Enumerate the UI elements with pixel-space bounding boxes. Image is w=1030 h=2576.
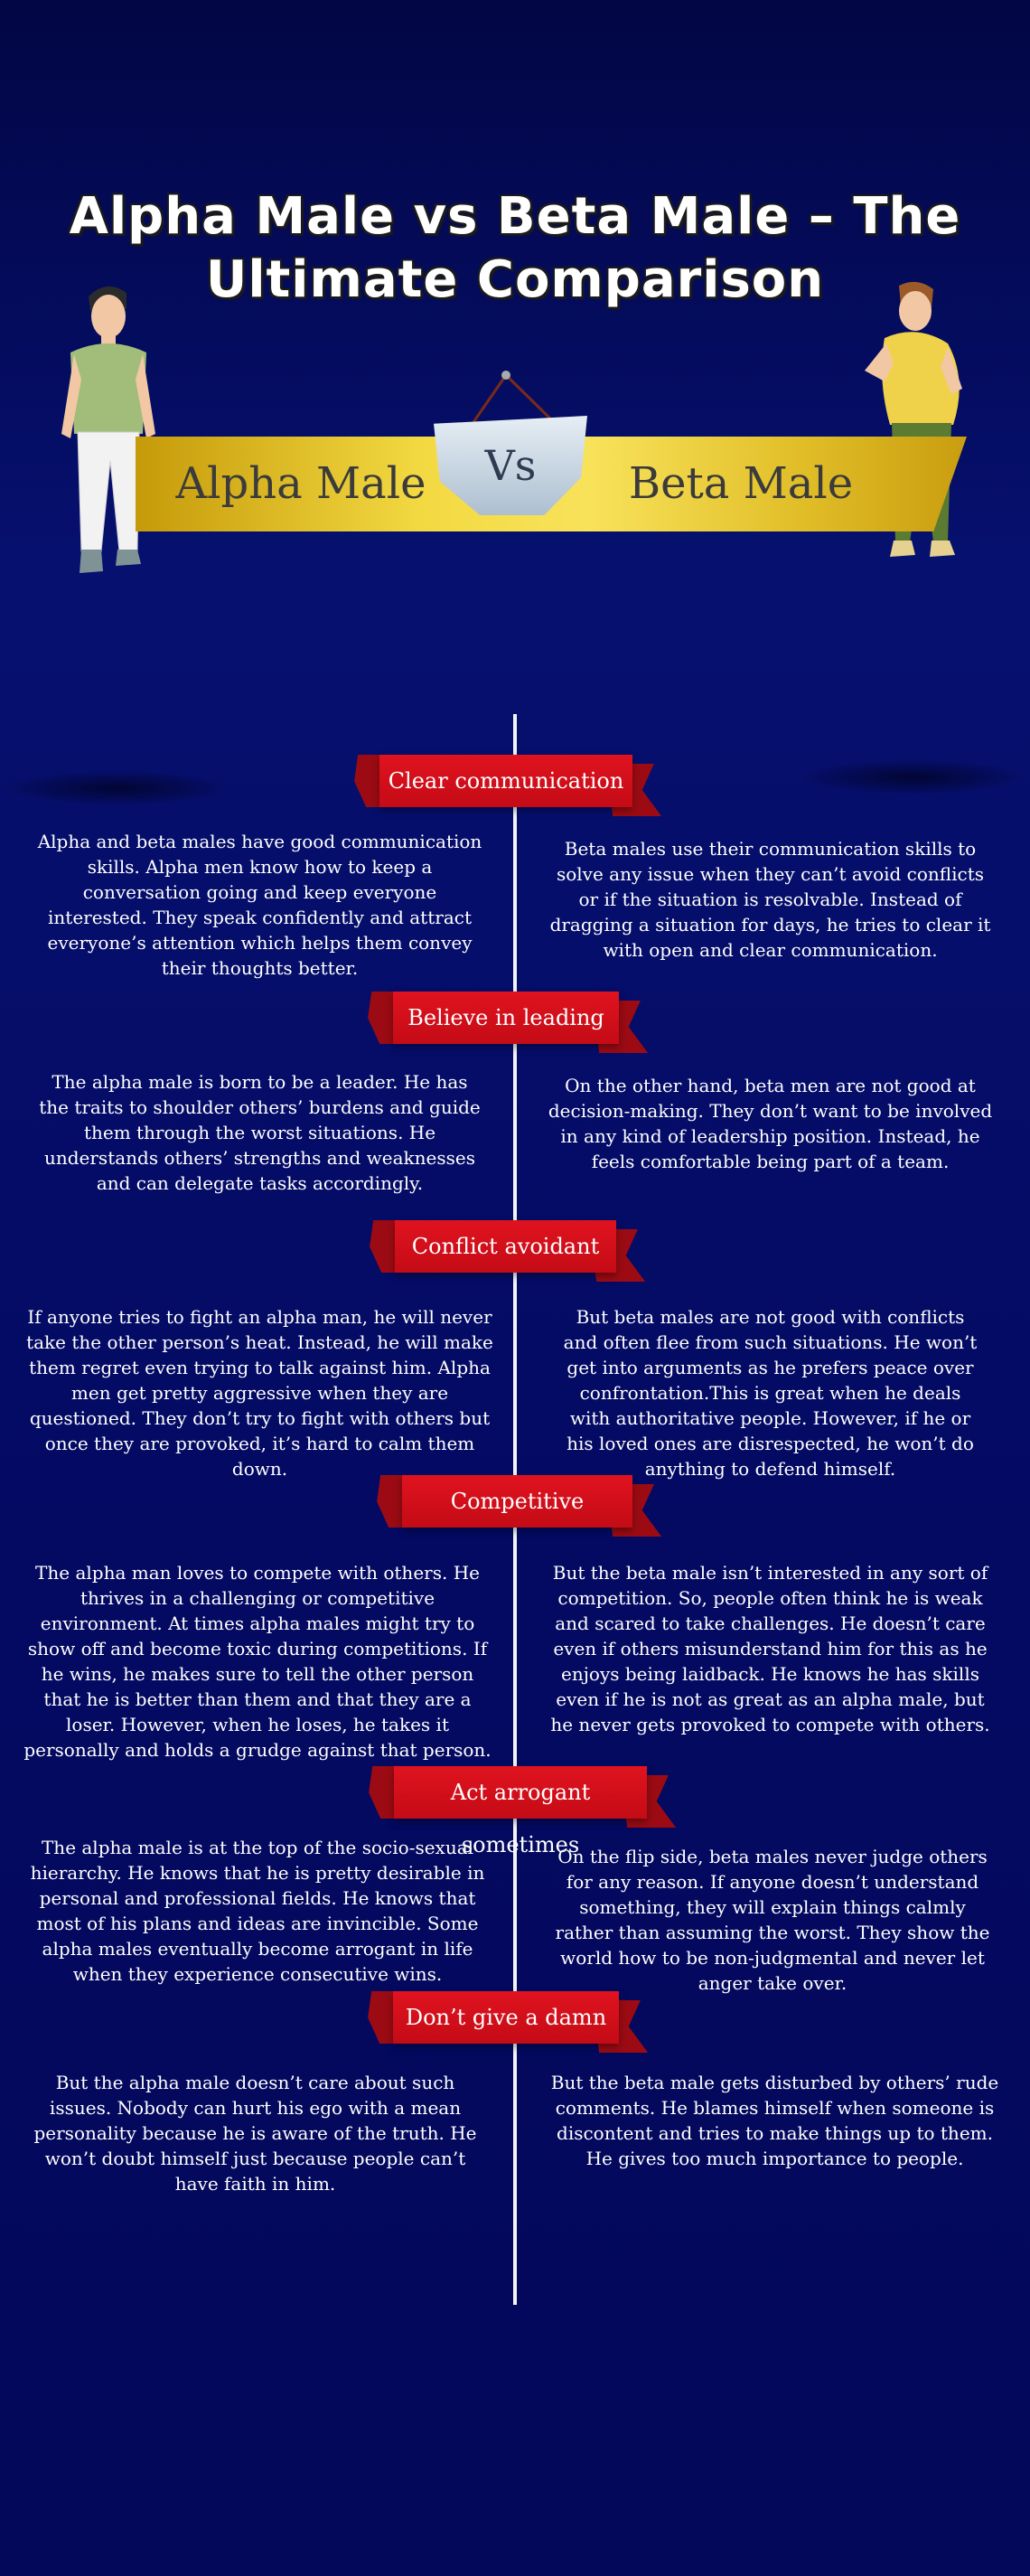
beta-paragraph: Beta males use their communication skills to solve any issue when they can’t avoid conflicts or if the situation is resolvable. Instead of dragging a situation for days, he tries to clear it with open and clear communication. bbox=[549, 838, 991, 961]
sign-string bbox=[0, 0, 1030, 633]
section-heading-ribbon bbox=[395, 1220, 616, 1273]
beta-paragraph: On the other hand, beta men are not good at decision-making. They don’t want to be involved in any kind of leadership position. Instead, he feels comfortable being part of a team. bbox=[548, 1075, 993, 1172]
alpha-paragraph: The alpha male is born to be a leader. He has the traits to shoulder others’ burdens and guide them through the worst situations. He understands others’ strengths and weaknesses and can delegate tasks accordingly. bbox=[39, 1071, 481, 1194]
section-heading-ribbon bbox=[393, 992, 619, 1044]
right-shadow bbox=[795, 759, 1030, 795]
section-heading: Conflict avoidant bbox=[395, 1220, 616, 1273]
section-heading-ribbon bbox=[394, 1766, 647, 1857]
section-heading-ribbon bbox=[379, 755, 632, 807]
section-heading-ribbon bbox=[402, 1475, 632, 1528]
section-heading: Don’t give a damn bbox=[393, 1991, 619, 2044]
banner-alpha-label: Alpha Male bbox=[175, 458, 426, 509]
section-heading: Competitive bbox=[402, 1475, 632, 1528]
beta-paragraph: But the beta male isn’t interested in any sort of competition. So, people often think he is weak and scared to take challenges. He doesn’t care even if others misunderstand him for this as he enjoys being laidback. He knows he has skills even if he is not as great as an alpha male, but he never gets provoked to compete with others. bbox=[550, 1562, 990, 1735]
vs-label: Vs bbox=[484, 441, 537, 490]
alpha-paragraph: The alpha male is at the top of the socio-sexual hierarchy. He knows that he is pretty desirable in personal and professional fields. He knows that most of his plans and ideas are invincible. Some alpha males eventually become arrogant in life when they experience consecutive wins. bbox=[30, 1837, 485, 1985]
left-shadow bbox=[0, 770, 235, 806]
beta-paragraph: But beta males are not good with conflicts and often flee from such situations. He won’t get into arguments as he prefers peace over confrontation.This is great when he deals with authoritative people. However, if he or his loved ones are disrespected, he won’t do anything to defend himself. bbox=[563, 1306, 978, 1480]
section-heading: Act arrogant sometimes bbox=[394, 1766, 647, 1819]
beta-paragraph: But the beta male gets disturbed by others’ rude comments. He blames himself when someone is discontent and tries to make things up to them. He gives too much importance to people. bbox=[550, 2072, 999, 2169]
alpha-paragraph: The alpha man loves to compete with others. He thrives in a challenging or competitive environment. At times alpha males might try to show off and become toxic during competitions. If he wins, he makes sure to tell the other person that he is better than them and that they are a loser. However, when he loses, he takes it personally and holds a grudge against that person. bbox=[23, 1562, 492, 1761]
section-heading: Believe in leading bbox=[393, 992, 619, 1044]
alpha-paragraph: But the alpha male doesn’t care about such issues. Nobody can hurt his ego with a mean personality because he is aware of the truth. He won’t doubt himself just because people can’t have faith in him. bbox=[33, 2072, 477, 2195]
banner-beta-label: Beta Male bbox=[628, 458, 854, 509]
section-heading: Clear communication bbox=[379, 755, 632, 807]
alpha-paragraph: Alpha and beta males have good communication skills. Alpha men know how to keep a conversation going and keep everyone interested. They speak confidently and attract everyone’s attention which helps them convey their thoughts better. bbox=[37, 831, 482, 979]
beta-paragraph: On the flip side, beta males never judge others for any reason. If anyone doesn’t understand something, they will explain things calmly rather than assuming the worst. They show the world how to be non-judgmental and never let anger take over. bbox=[555, 1846, 990, 1994]
page-title: Alpha Male vs Beta Male – The Ultimate Comparison bbox=[69, 187, 961, 309]
alpha-paragraph: If anyone tries to fight an alpha man, he will never take the other person’s heat. Instead, he will make them regret even trying to talk against him. Alpha men get pretty aggressive when they are questioned. They don’t try to fight with others but once they are provoked, it’s hard to calm them down. bbox=[26, 1306, 493, 1480]
section-heading-ribbon bbox=[393, 1991, 619, 2044]
